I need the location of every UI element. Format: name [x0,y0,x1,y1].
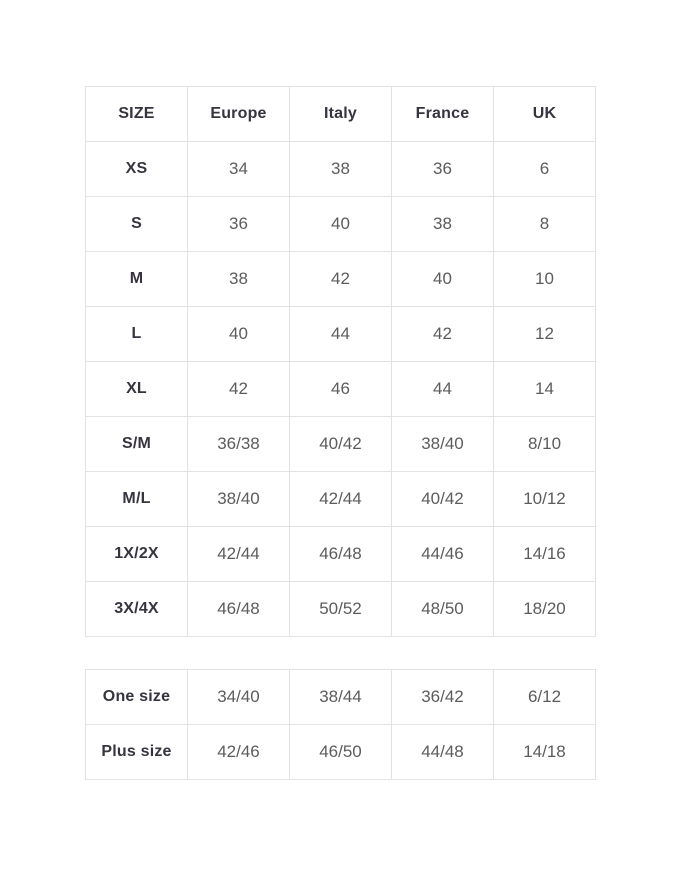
size-value-cell: 42 [290,252,392,307]
table-row [86,417,596,472]
size-value-cell: 38/44 [290,670,392,725]
table-row [86,725,596,780]
size-value-cell: 12 [494,307,596,362]
size-value-cell: 34 [188,142,290,197]
size-value-cell: 42 [188,362,290,417]
table-row [86,197,596,252]
table-row [86,307,596,362]
size-value-cell: 44/48 [392,725,494,780]
table-row [86,472,596,527]
size-value-cell: 46/48 [188,582,290,637]
size-value-cell: 42/44 [290,472,392,527]
table-row [86,252,596,307]
size-value-cell: 40 [392,252,494,307]
row-label: 3X/4X [86,582,188,637]
size-value-cell: 48/50 [392,582,494,637]
size-value-cell: 40 [188,307,290,362]
size-value-cell: 10/12 [494,472,596,527]
row-label: XS [86,142,188,197]
size-value-cell: 36 [392,142,494,197]
row-label: M/L [86,472,188,527]
table-row [86,362,596,417]
size-value-cell: 14/18 [494,725,596,780]
size-value-cell: 10 [494,252,596,307]
size-value-cell: 46/48 [290,527,392,582]
table-row [86,670,596,725]
size-value-cell: 38 [392,197,494,252]
size-value-cell: 40/42 [290,417,392,472]
size-value-cell: 50/52 [290,582,392,637]
column-header-italy: Italy [290,87,392,142]
size-value-cell: 42/44 [188,527,290,582]
size-value-cell: 46/50 [290,725,392,780]
size-value-cell: 46 [290,362,392,417]
size-value-cell: 38/40 [392,417,494,472]
size-value-cell: 34/40 [188,670,290,725]
size-value-cell: 6/12 [494,670,596,725]
table-row [86,142,596,197]
size-value-cell: 42/46 [188,725,290,780]
row-label: S [86,197,188,252]
size-value-cell: 14 [494,362,596,417]
size-value-cell: 38 [188,252,290,307]
table-row [86,527,596,582]
size-value-cell: 8 [494,197,596,252]
size-table-body [86,142,596,637]
column-header-uk: UK [494,87,596,142]
column-header-france: France [392,87,494,142]
size-value-cell: 38 [290,142,392,197]
size-value-cell: 36/42 [392,670,494,725]
size-value-cell: 44/46 [392,527,494,582]
size-value-cell: 44 [290,307,392,362]
size-value-cell: 36/38 [188,417,290,472]
size-value-cell: 40/42 [392,472,494,527]
special-size-table [85,669,596,780]
size-value-cell: 14/16 [494,527,596,582]
row-label: Plus size [86,725,188,780]
row-label: One size [86,670,188,725]
size-value-cell: 42 [392,307,494,362]
row-label: S/M [86,417,188,472]
size-value-cell: 6 [494,142,596,197]
column-header-size: SIZE [86,87,188,142]
size-value-cell: 36 [188,197,290,252]
size-conversion-table [85,86,596,637]
size-value-cell: 38/40 [188,472,290,527]
size-value-cell: 40 [290,197,392,252]
size-value-cell: 44 [392,362,494,417]
row-label: M [86,252,188,307]
size-value-cell: 8/10 [494,417,596,472]
table-row [86,582,596,637]
column-header-europe: Europe [188,87,290,142]
row-label: 1X/2X [86,527,188,582]
special-size-table-body [86,670,596,780]
row-label: XL [86,362,188,417]
size-table-header [86,87,596,142]
row-label: L [86,307,188,362]
header-row [86,87,596,142]
size-value-cell: 18/20 [494,582,596,637]
